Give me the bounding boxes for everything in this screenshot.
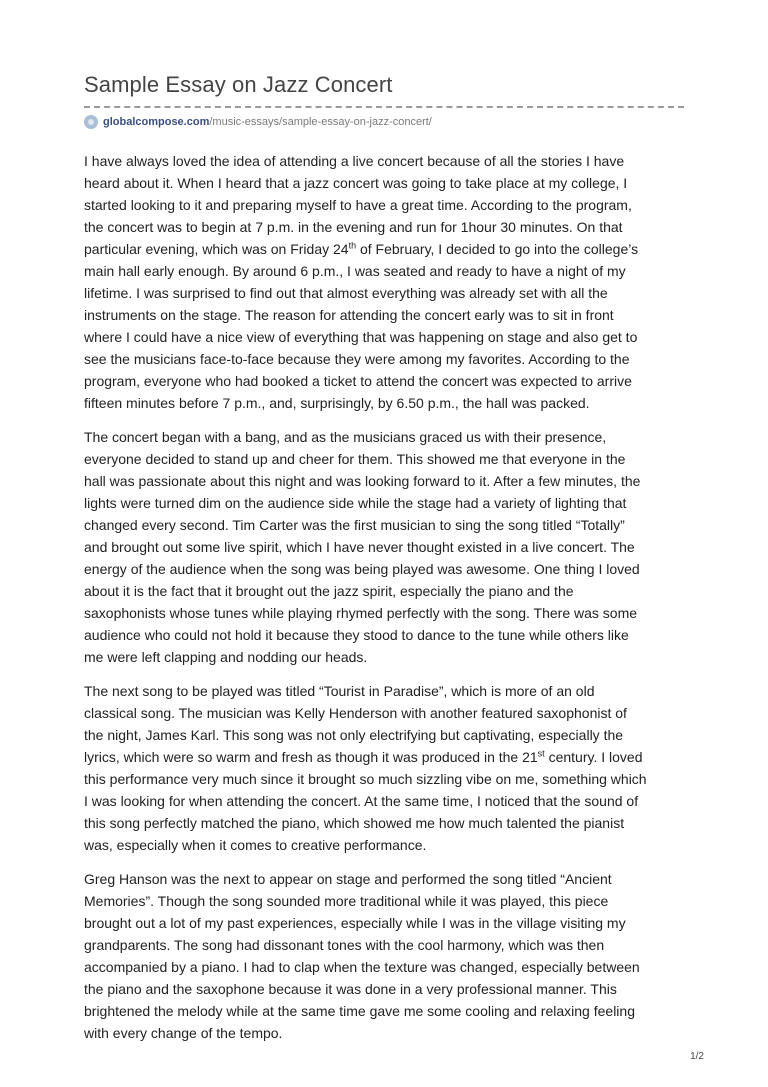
text-line: energy of the audience when the song was being played was awesome. One thing I loved (84, 561, 640, 577)
essay-body (84, 150, 684, 1056)
text-line: about it is the fact that it brought out the jazz spirit, especially the piano and the (84, 583, 574, 599)
text-line: me were left clapping and nodding our heads. (84, 649, 368, 665)
text-line: the concert was to begin at 7 p.m. in the evening and run for 1hour 30 minutes. On that (84, 219, 623, 235)
document-title: Sample Essay on Jazz Concert (84, 72, 393, 97)
text-line: accompanied by a piano. I had to clap when the texture was changed, especially between (84, 959, 640, 975)
text-line: where I could have a nice view of everything that was happening on stage and also get to (84, 329, 638, 345)
text-line (84, 238, 684, 260)
text-line: main hall early enough. By around 6 p.m., I was seated and ready to have a night of my (84, 263, 626, 279)
text-line: The next song to be played was titled “Tourist in Paradise”, which is more of an old (84, 683, 595, 699)
ordinal-suffix: st (537, 748, 545, 759)
essay-paragraph (84, 150, 684, 414)
text-line: hall was passionate about this night and was looking forward to it. After a few minutes, the (84, 473, 641, 489)
source-domain[interactable]: globalcompose.com (103, 116, 210, 128)
text-line: Greg Hanson was the next to appear on stage and performed the song titled “Ancient (84, 871, 612, 887)
text-line: everyone decided to stand up and cheer for them. This showed me that everyone in the (84, 451, 626, 467)
text-line: grandparents. The song had dissonant tones with the cool harmony, which was then (84, 937, 605, 953)
text-line: Memories”. Though the song sounded more traditional while it was played, this piece (84, 893, 609, 909)
text-line: this performance very much since it brought so much sizzling vibe on me, something which (84, 771, 647, 787)
text-line: I have always loved the idea of attending a live concert because of all the stories I have (84, 153, 625, 169)
text-segment: century. I loved (544, 749, 643, 765)
text-line: see the musicians face-to-face because they were among my favorites. According to the (84, 351, 630, 367)
text-line: and brought out some live spirit, which I have never thought existed in a live concert. The (84, 539, 635, 555)
text-line: brightened the melody while at the same time gave me some cooling and relaxing feeling (84, 1003, 635, 1019)
essay-paragraph (84, 680, 684, 856)
text-line: the night, James Karl. This song was not only electrifying but captivating, especially the (84, 727, 624, 743)
text-segment: lyrics, which were so warm and fresh as though it was produced in the 21 (84, 749, 538, 765)
text-line: audience who could not hold it because they stood to dance to the tune while others like (84, 627, 629, 643)
globe-icon (84, 115, 98, 129)
text-line: with every change of the tempo. (84, 1025, 283, 1041)
text-line: instruments on the stage. The reason for attending the concert early was to sit in front (84, 307, 614, 323)
page-number: 1/2 (690, 1051, 704, 1062)
text-line: changed every second. Tim Carter was the first musician to sing the song titled “Totally” (84, 517, 625, 533)
text-line (84, 746, 684, 768)
text-line: I was looking for when attending the concert. At the same time, I noticed that the sound of (84, 793, 639, 809)
text-line: was, especially when it comes to creative performance. (84, 837, 427, 853)
text-line: this song perfectly matched the piano, which showed me how much talented the pianist (84, 815, 625, 831)
text-line: lifetime. I was surprised to find out that almost everything was already set with all the (84, 285, 608, 301)
text-line: lights were turned dim on the audience side while the stage had a variety of lighting that (84, 495, 627, 511)
text-line: The concert began with a bang, and as the musicians graced us with their presence, (84, 429, 607, 445)
essay-paragraph (84, 868, 684, 1044)
text-line: program, everyone who had booked a ticket to attend the concert was expected to arrive (84, 373, 632, 389)
text-line: heard about it. When I heard that a jazz concert was going to take place at my college, I (84, 175, 628, 191)
ordinal-suffix: th (348, 240, 357, 251)
text-line: brought out a lot of my past experiences, especially while I was in the village visiting my (84, 915, 626, 931)
essay-paragraph (84, 426, 684, 668)
source-path[interactable]: /music-essays/sample-essay-on-jazz-concert/ (209, 116, 432, 128)
source-link[interactable] (84, 114, 432, 130)
text-line: fifteen minutes before 7 p.m., and, surprisingly, by 6.50 p.m., the hall was packed. (84, 395, 590, 411)
text-segment: of February, I decided to go into the college’s (356, 241, 639, 257)
text-line: classical song. The musician was Kelly Henderson with another featured saxophonist of (84, 705, 627, 721)
text-line: saxophonists whose tunes while playing rhymed perfectly with the song. There was some (84, 605, 638, 621)
text-line: the piano and the saxophone because it was done in a very professional manner. This (84, 981, 617, 997)
title-divider (84, 106, 684, 108)
text-segment: particular evening, which was on Friday 24 (84, 241, 349, 257)
text-line: started looking to it and preparing myself to have a great time. According to the program, (84, 197, 632, 213)
